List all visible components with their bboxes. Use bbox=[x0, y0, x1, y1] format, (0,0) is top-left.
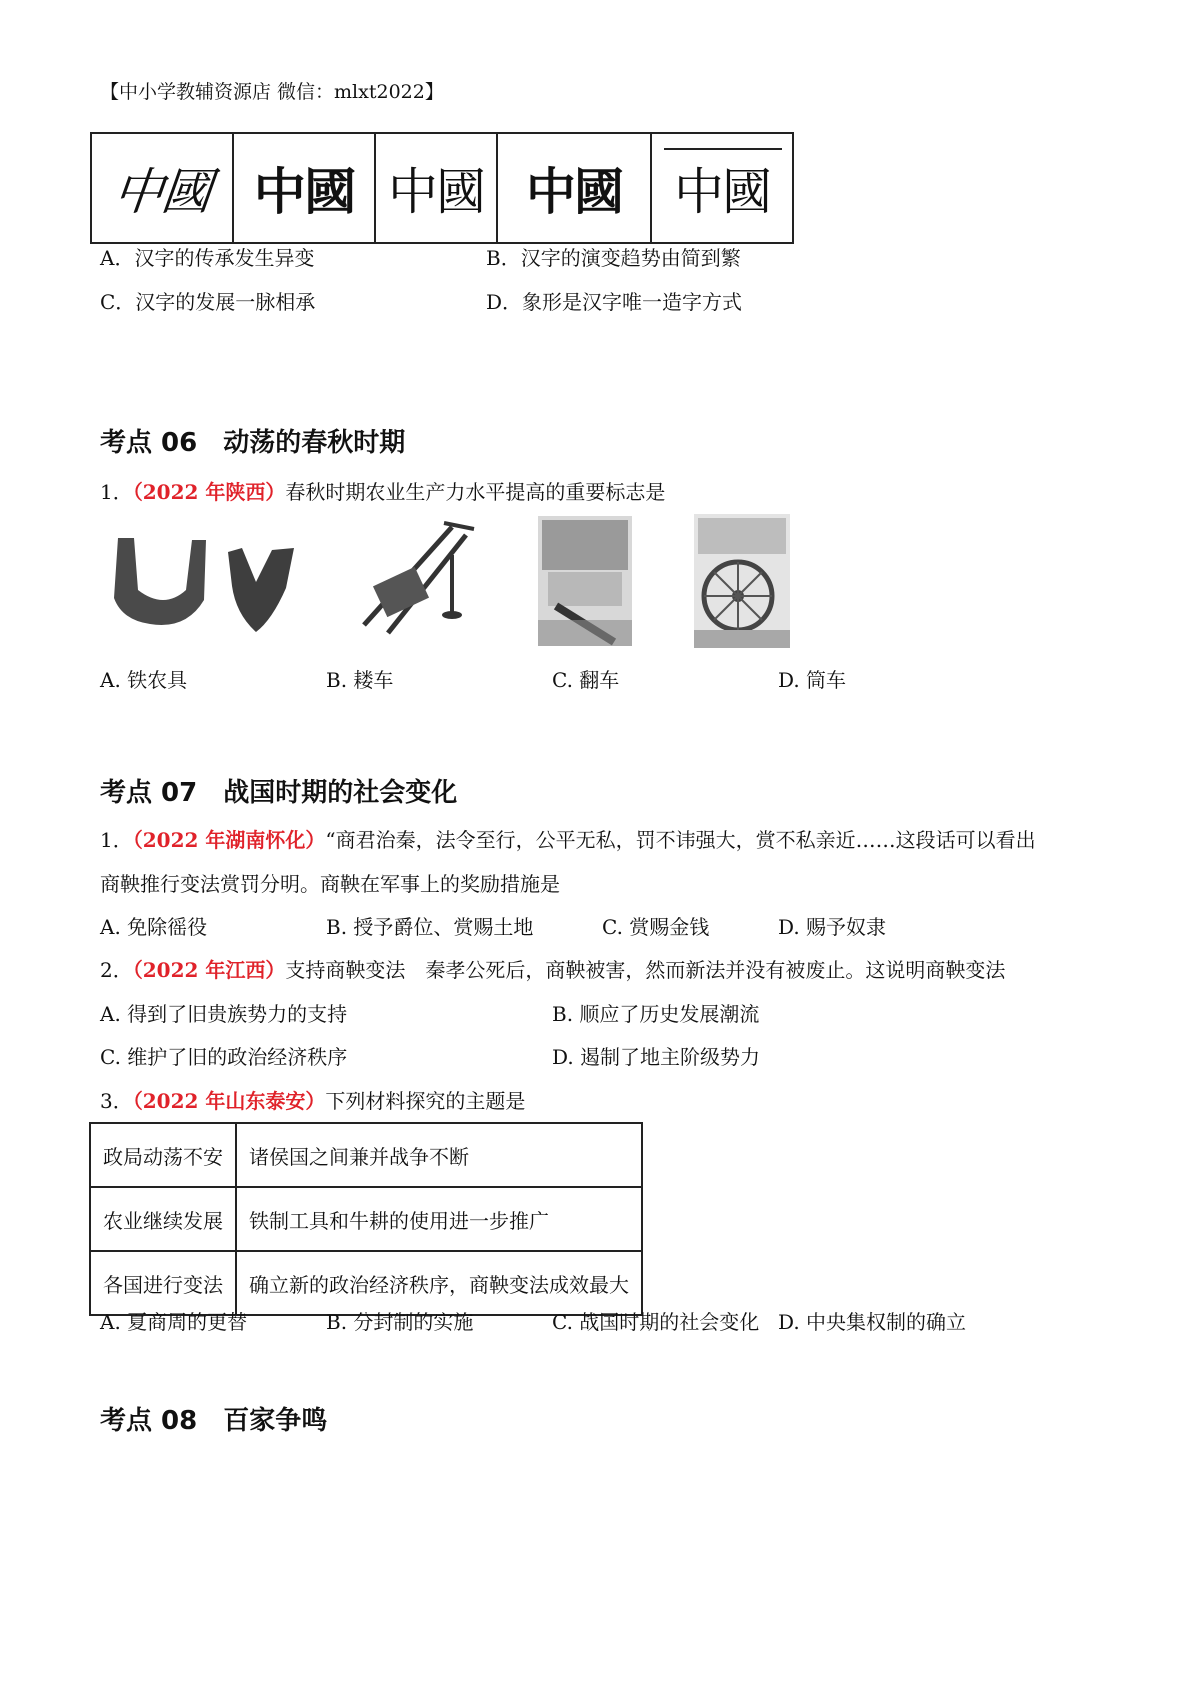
s07-q2-source: （2022 年江西） bbox=[132, 958, 286, 982]
tube-wheel-image bbox=[694, 514, 790, 648]
s07-q2-option-a[interactable]: A. 得到了旧贵族势力的支持 bbox=[100, 1002, 348, 1026]
square-pallet-pump-image bbox=[538, 516, 632, 646]
s06-q1-text: 春秋时期农业生产力水平提高的重要标志是 bbox=[285, 480, 666, 504]
q05-option-a[interactable]: A．汉字的传承发生异变 bbox=[100, 246, 315, 270]
table-row bbox=[90, 1251, 642, 1315]
s07-q3-material-table bbox=[89, 1122, 643, 1316]
glyph-cell-2 bbox=[233, 133, 375, 243]
pump-roof bbox=[542, 520, 628, 570]
glyph-cell-1 bbox=[91, 133, 233, 243]
iron-plough-shape bbox=[228, 548, 294, 632]
page-header: 【中小学教辅资源店 微信：mlxt2022】 bbox=[100, 81, 444, 103]
section-06-title: 考点 06 动荡的春秋时期 bbox=[100, 428, 406, 458]
table-cell: 诸侯国之间兼并战争不断 bbox=[236, 1123, 642, 1187]
s07-q1-option-a[interactable]: A. 免除徭役 bbox=[100, 915, 208, 939]
wheel-trees bbox=[698, 518, 786, 554]
s07-q3-option-a[interactable]: A. 夏商周的更替 bbox=[100, 1310, 248, 1334]
pump-figures bbox=[548, 572, 622, 606]
s07-q2-option-d[interactable]: D. 遏制了地主阶级势力 bbox=[552, 1045, 761, 1069]
s07-q1-number: 1． bbox=[100, 828, 133, 852]
s07-q2-option-c[interactable]: C. 维护了旧的政治经济秩序 bbox=[100, 1045, 348, 1069]
s07-q1-source: （2022 年湖南怀化） bbox=[132, 828, 326, 852]
q05-option-b[interactable]: B．汉字的演变趋势由简到繁 bbox=[486, 246, 741, 270]
glyph-1: 中國 bbox=[110, 163, 213, 221]
s07-q3-option-c[interactable]: C. 战国时期的社会变化 bbox=[552, 1310, 760, 1334]
glyph-4: 中國 bbox=[526, 163, 622, 221]
table-row bbox=[90, 1123, 642, 1187]
s06-q1-number: 1． bbox=[100, 480, 133, 504]
wheel-water bbox=[694, 630, 790, 648]
s06-option-a[interactable]: A. 铁农具 bbox=[100, 668, 188, 692]
s06-q1 bbox=[100, 478, 665, 506]
s07-q1-option-d[interactable]: D. 赐予奴隶 bbox=[778, 915, 887, 939]
s07-q3-option-b[interactable]: B. 分封制的实施 bbox=[326, 1310, 474, 1334]
section-07-title: 考点 07 战国时期的社会变化 bbox=[100, 778, 458, 808]
s07-q2-text: 支持商鞅变法 秦孝公死后，商鞅被害，然而新法并没有被废止。这说明商鞅变法 bbox=[285, 958, 1006, 982]
iron-tools-image bbox=[108, 528, 306, 640]
s07-q3-option-d[interactable]: D. 中央集权制的确立 bbox=[778, 1310, 967, 1334]
s07-q2 bbox=[100, 956, 1005, 984]
s07-q1-option-b[interactable]: B. 授予爵位、赏赐土地 bbox=[326, 915, 534, 939]
pump-water bbox=[538, 620, 632, 646]
q05-option-d[interactable]: D．象形是汉字唯一造字方式 bbox=[486, 290, 743, 314]
seed-drill-image bbox=[354, 515, 479, 645]
drill-hopper bbox=[373, 567, 429, 617]
s07-q3 bbox=[100, 1087, 525, 1115]
s07-q3-source: （2022 年山东泰安） bbox=[132, 1089, 326, 1113]
section-08-title: 考点 08 百家争鸣 bbox=[100, 1406, 328, 1436]
s07-q1-line2: 商鞅推行变法赏罚分明。商鞅在军事上的奖励措施是 bbox=[100, 872, 560, 896]
s06-q1-source: （2022 年陕西） bbox=[132, 480, 286, 504]
s07-q3-number: 3． bbox=[100, 1089, 133, 1113]
s07-q2-option-b[interactable]: B. 顺应了历史发展潮流 bbox=[552, 1002, 760, 1026]
table-cell: 铁制工具和牛耕的使用进一步推广 bbox=[236, 1187, 642, 1251]
table-row bbox=[90, 1187, 642, 1251]
s07-q3-text: 下列材料探究的主题是 bbox=[325, 1089, 526, 1113]
glyph-2: 中國 bbox=[253, 163, 355, 221]
s07-q2-number: 2． bbox=[100, 958, 133, 982]
s07-q1-text-1: “商君治秦，法令至行，公平无私，罚不讳强大，赏不私亲近……这段话可以看出 bbox=[325, 828, 1036, 852]
table-cell: 农业继续发展 bbox=[90, 1187, 236, 1251]
q05-option-c[interactable]: C．汉字的发展一脉相承 bbox=[100, 290, 316, 314]
s06-option-b[interactable]: B. 耧车 bbox=[326, 668, 394, 692]
glyph-cell-5 bbox=[651, 133, 793, 243]
s07-q1-option-c[interactable]: C. 赏赐金钱 bbox=[602, 915, 710, 939]
glyph-cell-4 bbox=[497, 133, 651, 243]
s07-q1-line1 bbox=[100, 826, 1036, 854]
glyph-5: 中國 bbox=[674, 163, 770, 221]
glyph-3: 中國 bbox=[388, 163, 484, 221]
table-cell: 各国进行变法 bbox=[90, 1251, 236, 1315]
s06-option-d[interactable]: D. 筒车 bbox=[778, 668, 847, 692]
glyph-stroke-line bbox=[664, 148, 782, 150]
glyph-cell-3 bbox=[375, 133, 497, 243]
drill-base bbox=[442, 611, 462, 619]
glyph-evolution-table bbox=[90, 132, 794, 244]
iron-hoe-shape bbox=[114, 538, 206, 625]
s06-option-c[interactable]: C. 翻车 bbox=[552, 668, 620, 692]
table-cell: 确立新的政治经济秩序，商鞅变法成效最大 bbox=[236, 1251, 642, 1315]
table-cell: 政局动荡不安 bbox=[90, 1123, 236, 1187]
